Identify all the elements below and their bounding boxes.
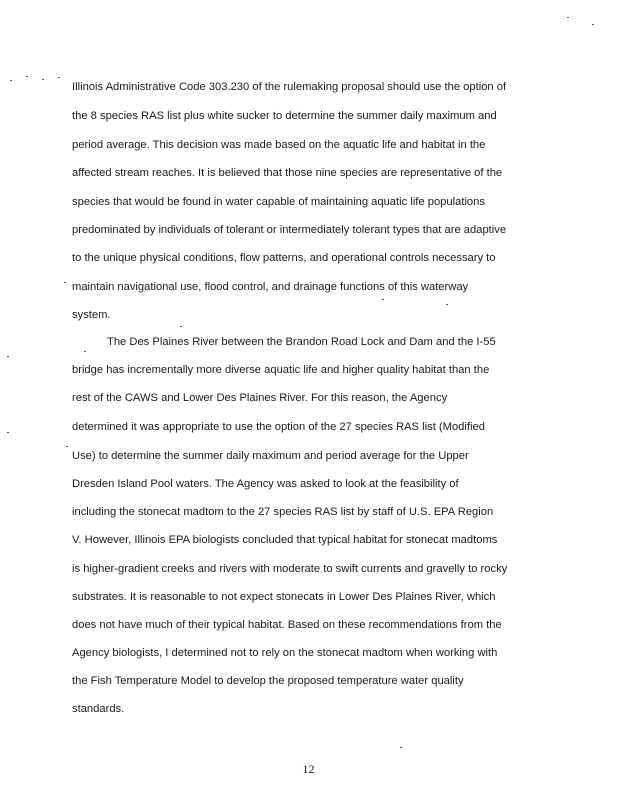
scan-speck: [26, 76, 28, 77]
scan-speck: [180, 326, 182, 327]
scan-speck: [42, 79, 44, 80]
text-line: Dresden Island Pool waters. The Agency was asked to look at the feasibility of: [72, 478, 459, 490]
scan-speck: [58, 77, 60, 78]
text-line: species that would be found in water capable of maintaining aquatic life populations: [72, 196, 485, 208]
text-line: standards.: [72, 703, 125, 715]
scan-speck: [84, 351, 86, 352]
scan-speck: [446, 304, 448, 305]
text-line: the 8 species RAS list plus white sucker to determine the summer daily maximum and: [72, 110, 497, 122]
text-line: the Fish Temperature Model to develop the proposed temperature water quality: [72, 675, 464, 687]
scan-speck: [567, 17, 569, 18]
text-line: V. However, Illinois EPA biologists concluded that typical habitat for stonecat madtoms: [72, 534, 498, 546]
scan-speck: [382, 299, 384, 300]
text-line: bridge has incrementally more diverse aquatic life and higher quality habitat than the: [72, 364, 490, 376]
text-line: Illinois Administrative Code 303.230 of the rulemaking proposal should use the option of: [72, 81, 507, 93]
text-line: maintain navigational use, flood control, and drainage functions of this waterway: [72, 281, 469, 293]
text-line: predominated by individuals of tolerant or intermediately tolerant types that are adaptive: [72, 224, 507, 236]
text-line: rest of the CAWS and Lower Des Plaines River. For this reason, the Agency: [72, 392, 448, 404]
text-line: Agency biologists, I determined not to rely on the stonecat madtom when working with: [72, 647, 498, 659]
text-line: determined it was appropriate to use the option of the 27 species RAS list (Modified: [72, 421, 485, 433]
text-line: to the unique physical conditions, flow patterns, and operational controls necessary to: [72, 252, 496, 264]
scan-speck: [7, 432, 9, 433]
text-line: including the stonecat madtom to the 27 species RAS list by staff of U.S. EPA Region: [72, 506, 494, 518]
scan-speck: [10, 80, 12, 81]
text-line: is higher-gradient creeks and rivers with moderate to swift currents and gravelly to rocky: [72, 563, 508, 575]
text-line: Use) to determine the summer daily maximum and period average for the Upper: [72, 450, 469, 462]
text-line: The Des Plaines River between the Brandon Road Lock and Dam and the I-55: [107, 336, 496, 348]
scan-speck: [66, 446, 68, 447]
scan-speck: [64, 282, 66, 283]
text-line: does not have much of their typical habitat. Based on these recommendations from the: [72, 619, 502, 631]
text-line: period average. This decision was made based on the aquatic life and habitat in the: [72, 139, 486, 151]
scan-speck: [400, 747, 402, 748]
text-line: substrates. It is reasonable to not expect stonecats in Lower Des Plaines River, which: [72, 591, 496, 603]
text-line: system.: [72, 309, 111, 321]
text-line: affected stream reaches. It is believed that those nine species are representative of the: [72, 167, 503, 179]
scan-speck: [7, 356, 9, 357]
page-number: 12: [302, 762, 315, 776]
scan-speck: [592, 24, 594, 25]
